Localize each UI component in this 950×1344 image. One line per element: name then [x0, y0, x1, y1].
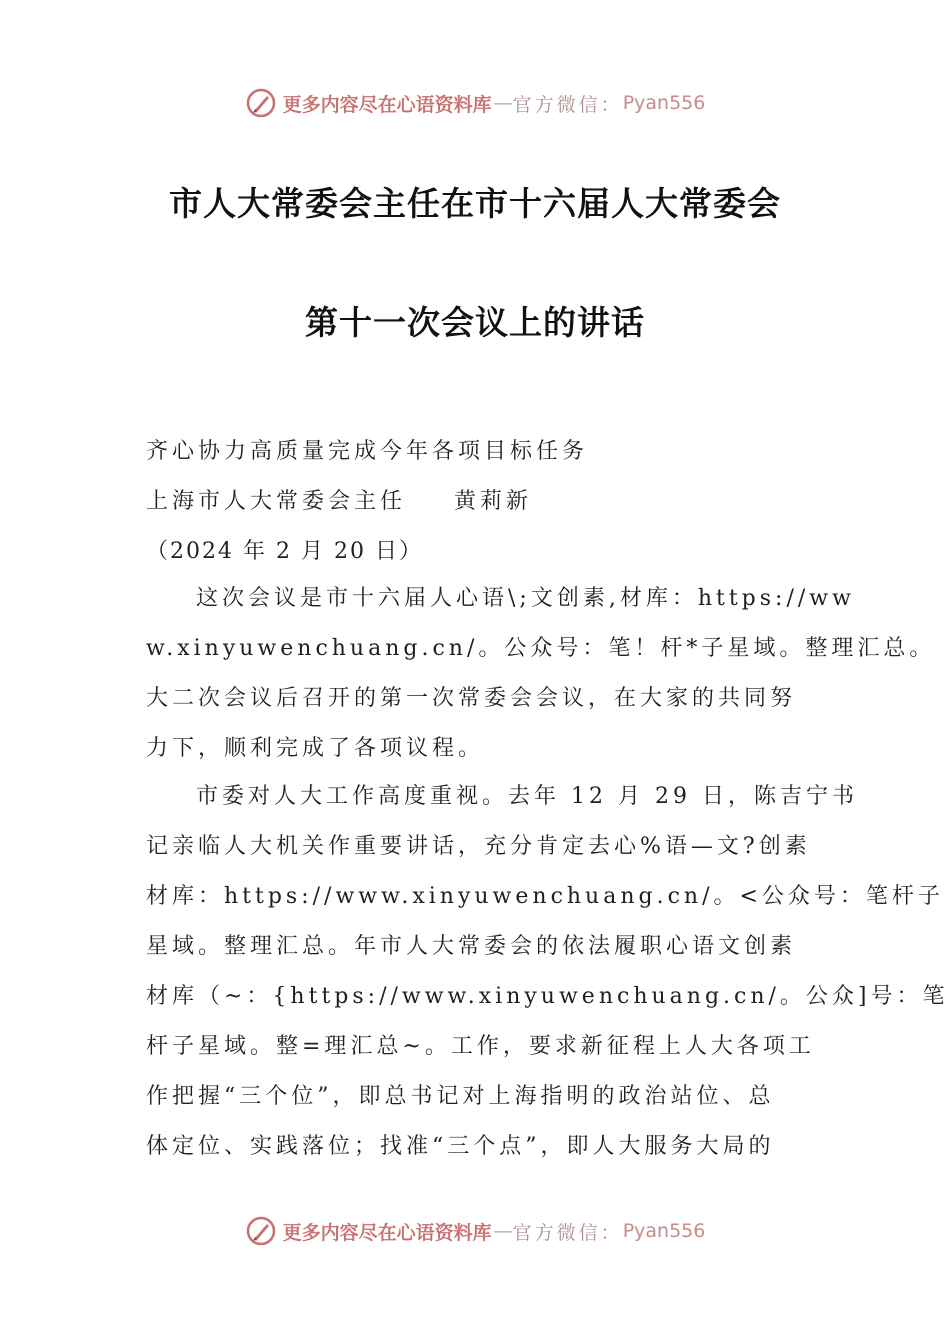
watermark-brand: 更多内容尽在心语资料库 [282, 1221, 492, 1244]
watermark-separator: — [493, 92, 511, 114]
author-role: 上海市人大常委会主任 [146, 489, 407, 514]
paragraph-line: 力下，顺利完成了各项议程。 [146, 736, 485, 761]
paragraph-1 [146, 574, 936, 774]
paragraph-2 [146, 772, 949, 1172]
watermark-wechat-label: 官方微信： [512, 93, 623, 116]
paragraph-line: 记亲临人大机关作重要讲话，充分肯定去心%语—文?创素 [146, 834, 811, 859]
paragraph-line: 大二次会议后召开的第一次常委会会议，在大家的共同努 [146, 686, 797, 711]
quill-logo-icon [245, 1215, 277, 1247]
author-name: 黄莉新 [454, 489, 533, 514]
author-line [146, 484, 532, 515]
quill-logo-icon [245, 87, 277, 119]
watermark-banner-bottom [0, 1211, 950, 1251]
paragraph-line: 这次会议是市十六届人心语\;文创素,材库：https://ww [196, 586, 855, 611]
watermark-wechat-id: Pyan556 [622, 1220, 706, 1242]
watermark-separator: — [493, 1220, 511, 1242]
paragraph-line: w.xinyuwenchuang.cn/。公众号：笔！杆*子星域。整理汇总。 [146, 636, 936, 661]
watermark-wechat-label: 官方微信： [512, 1221, 623, 1244]
paragraph-line: 作把握“三个位”，即总书记对上海指明的政治站位、总 [146, 1084, 775, 1109]
watermark-brand: 更多内容尽在心语资料库 [282, 93, 492, 116]
document-date: （2024 年 2 月 20 日） [146, 539, 423, 564]
paragraph-line: 材库（~：{https://www.xinyuwenchuang.cn/。公众]号：笔 [146, 984, 949, 1009]
paragraph-line: 星域。整理汇总。年市人大常委会的依法履职心语文创素 [146, 934, 797, 959]
paragraph-line: 市委对人大工作高度重视。去年 12 月 29 日，陈吉宁书 [196, 784, 858, 809]
paragraph-line: 体定位、实践落位；找准“三个点”，即人大服务大局的 [146, 1134, 775, 1159]
document-title-line-1: 市人大常委会主任在市十六届人大常委会 [169, 184, 781, 223]
paragraph-line: 材库：https://www.xinyuwenchuang.cn/。<公众号：笔杆子 [146, 884, 944, 909]
document-subtitle: 齐心协力高质量完成今年各项目标任务 [146, 439, 589, 464]
document-title-line-2: 第十一次会议上的讲话 [305, 303, 645, 342]
watermark-banner-top [0, 83, 950, 123]
watermark-wechat-id: Pyan556 [622, 92, 706, 114]
paragraph-line: 杆子星域。整=理汇总~。工作，要求新征程上人大各项工 [146, 1034, 815, 1059]
